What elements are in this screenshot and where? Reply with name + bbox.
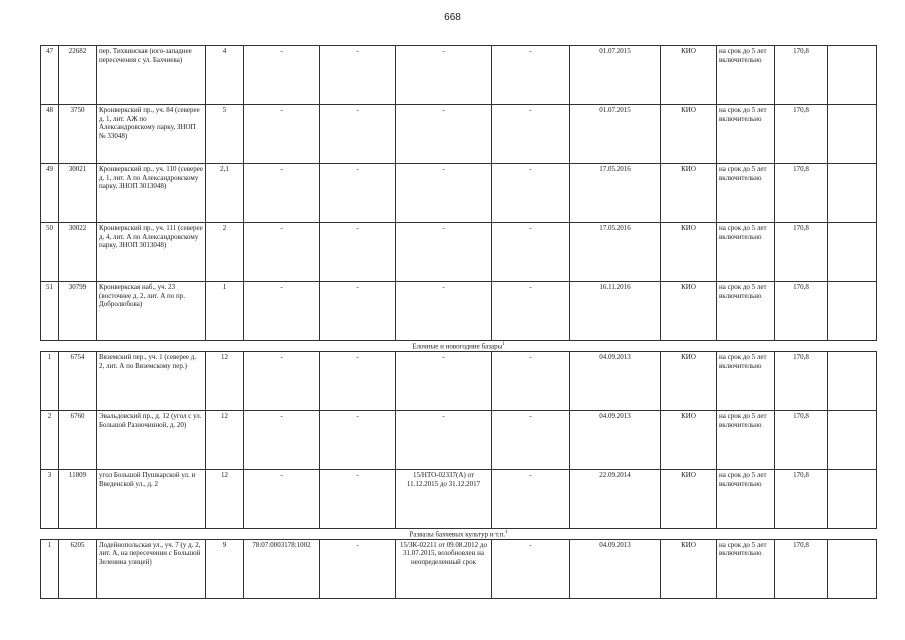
object-id: 30022	[59, 223, 97, 282]
footnote-marker: 1	[505, 529, 508, 535]
date: 04.09.2013	[570, 351, 661, 410]
empty-cell	[828, 469, 877, 528]
organization: КИО	[661, 410, 717, 469]
date: 17.05.2016	[570, 223, 661, 282]
row-number: 48	[41, 105, 59, 164]
section-heading-row	[41, 528, 877, 539]
empty-cell	[828, 282, 877, 341]
organization: КИО	[661, 539, 717, 598]
date: 16.11.2016	[570, 282, 661, 341]
empty-cell	[828, 223, 877, 282]
rate: 170,8	[775, 46, 828, 105]
date: 04.09.2013	[570, 539, 661, 598]
cadastral-number: -	[244, 469, 320, 528]
organization: КИО	[661, 469, 717, 528]
page-number: 668	[444, 12, 461, 23]
area: 12	[206, 410, 244, 469]
organization: КИО	[661, 46, 717, 105]
footnote-marker: 1	[502, 342, 505, 347]
object-id: 30021	[59, 164, 97, 223]
term: на срок до 5 лет включительно	[717, 282, 775, 341]
object-id: 30799	[59, 282, 97, 341]
cadastral-number: -	[244, 410, 320, 469]
col-8: -	[492, 410, 570, 469]
section-heading: Елочные и новогодние базары	[412, 342, 503, 351]
organization: КИО	[661, 282, 717, 341]
object-id: 6760	[59, 410, 97, 469]
date: 17.05.2016	[570, 164, 661, 223]
empty-cell	[828, 351, 877, 410]
rate: 170,8	[775, 351, 828, 410]
row-number: 3	[41, 469, 59, 528]
object-id: 22682	[59, 46, 97, 105]
col-6: -	[320, 46, 396, 105]
address: Кронверкский пр., уч. 84 (северее д. 1, лит. АЖ по Александровскому парку, ЗНОП № 33048)	[97, 105, 206, 164]
rate: 170,8	[775, 164, 828, 223]
table-row	[41, 223, 877, 282]
object-id: 11809	[59, 469, 97, 528]
contract: -	[396, 164, 492, 223]
organization: КИО	[661, 223, 717, 282]
col-8: -	[492, 282, 570, 341]
col-6: -	[320, 223, 396, 282]
object-id: 3750	[59, 105, 97, 164]
col-6: -	[320, 105, 396, 164]
table-row	[41, 164, 877, 223]
empty-cell	[828, 46, 877, 105]
col-6: -	[320, 469, 396, 528]
table-row	[41, 351, 877, 410]
contract: -	[396, 46, 492, 105]
address: Кронверкский пр., уч. 110 (северее д. 1, лит. А по Александровскому парку, ЗНОП 3013048)	[97, 164, 206, 223]
term: на срок до 5 лет включительно	[717, 164, 775, 223]
contract: 15/ЗК-02211 от 09.08.2012 до 31.07.2015, возобновлен на неопределенный срок	[396, 539, 492, 598]
area: 4	[206, 46, 244, 105]
col-8: -	[492, 164, 570, 223]
cadastral-number: -	[244, 282, 320, 341]
address: Лодейнопольская ул., уч. 7 (у д. 2, лит. А, на пересечении с Большой Зеленина улицей)	[97, 539, 206, 598]
object-id: 6205	[59, 539, 97, 598]
cadastral-number: -	[244, 223, 320, 282]
contract: -	[396, 351, 492, 410]
area: 5	[206, 105, 244, 164]
cadastral-number: -	[244, 164, 320, 223]
col-6: -	[320, 539, 396, 598]
rate: 170,8	[775, 469, 828, 528]
col-8: -	[492, 539, 570, 598]
row-number: 49	[41, 164, 59, 223]
area: 9	[206, 539, 244, 598]
date: 22.09.2014	[570, 469, 661, 528]
row-number: 1	[41, 351, 59, 410]
date: 01.07.2015	[570, 105, 661, 164]
col-8: -	[492, 223, 570, 282]
empty-cell	[828, 410, 877, 469]
contract: -	[396, 282, 492, 341]
area: 2,1	[206, 164, 244, 223]
col-6: -	[320, 351, 396, 410]
area: 1	[206, 282, 244, 341]
contract: 15/НТО-02337(А) от 11.12.2015 до 31.12.2017	[396, 469, 492, 528]
date: 01.07.2015	[570, 46, 661, 105]
address: Кронверкский пр., уч. 111 (северее д. 4, лит. А по Александровскому парку, ЗНОП 3013048)	[97, 223, 206, 282]
term: на срок до 5 лет включительно	[717, 351, 775, 410]
row-number: 47	[41, 46, 59, 105]
area: 2	[206, 223, 244, 282]
table-row	[41, 282, 877, 341]
rate: 170,8	[775, 282, 828, 341]
address: Вяземский пер., уч. 1 (северее д. 2, лит. А по Вяземскому пер.)	[97, 351, 206, 410]
cadastral-number: 78:07:0003178:1002	[244, 539, 320, 598]
row-number: 50	[41, 223, 59, 282]
contract: -	[396, 105, 492, 164]
table-row	[41, 539, 877, 598]
cadastral-number: -	[244, 46, 320, 105]
table-row	[41, 46, 877, 105]
col-6: -	[320, 410, 396, 469]
organization: КИО	[661, 164, 717, 223]
term: на срок до 5 лет включительно	[717, 46, 775, 105]
term: на срок до 5 лет включительно	[717, 105, 775, 164]
empty-cell	[828, 164, 877, 223]
row-number: 1	[41, 539, 59, 598]
term: на срок до 5 лет включительно	[717, 469, 775, 528]
address: Кронверкская наб., уч. 23 (восточнее д. 2, лит. А по пр. Добролюбова)	[97, 282, 206, 341]
address: Эвальдовский пр., д. 12 (угол с ул. Большой Разночинной, д. 20)	[97, 410, 206, 469]
cadastral-number: -	[244, 351, 320, 410]
row-number: 51	[41, 282, 59, 341]
col-8: -	[492, 105, 570, 164]
table-row	[41, 410, 877, 469]
rate: 170,8	[775, 410, 828, 469]
contract: -	[396, 410, 492, 469]
col-8: -	[492, 469, 570, 528]
row-number: 2	[41, 410, 59, 469]
section-heading-row	[41, 341, 877, 352]
term: на срок до 5 лет включительно	[717, 410, 775, 469]
empty-cell	[828, 105, 877, 164]
table-row	[41, 105, 877, 164]
area: 12	[206, 469, 244, 528]
term: на срок до 5 лет включительно	[717, 539, 775, 598]
col-8: -	[492, 351, 570, 410]
term: на срок до 5 лет включительно	[717, 223, 775, 282]
object-id: 6754	[59, 351, 97, 410]
registry-table	[40, 45, 877, 599]
empty-cell	[828, 539, 877, 598]
col-6: -	[320, 164, 396, 223]
rate: 170,8	[775, 223, 828, 282]
col-6: -	[320, 282, 396, 341]
area: 12	[206, 351, 244, 410]
organization: КИО	[661, 351, 717, 410]
section-heading: Развалы бахчевых культур и т.п.	[409, 530, 506, 539]
rate: 170,8	[775, 105, 828, 164]
address: угол Большой Пушкарской ул. и Введенской ул., д. 2	[97, 469, 206, 528]
organization: КИО	[661, 105, 717, 164]
cadastral-number: -	[244, 105, 320, 164]
contract: -	[396, 223, 492, 282]
table-row	[41, 469, 877, 528]
address: пер. Тихвинская (юго-западнее пересечения с ул. Бахчиева)	[97, 46, 206, 105]
date: 04.09.2013	[570, 410, 661, 469]
rate: 170,8	[775, 539, 828, 598]
col-8: -	[492, 46, 570, 105]
